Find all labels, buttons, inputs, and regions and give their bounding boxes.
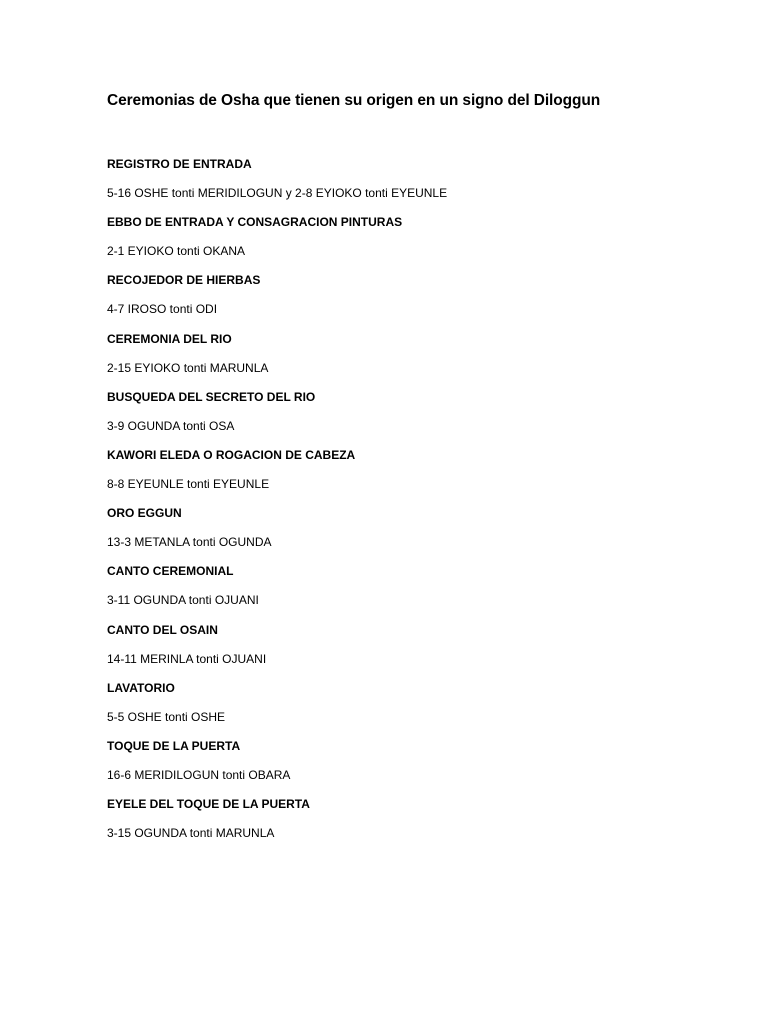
entry-heading: EYELE DEL TOQUE DE LA PUERTA [107,797,310,812]
entry-value: 5-5 OSHE tonti OSHE [107,709,226,724]
entry-heading: RECOJEDOR DE HIERBAS [107,273,261,288]
entry-heading: BUSQUEDA DEL SECRETO DEL RIO [107,389,316,404]
entry-value: 16-6 MERIDILOGUN tonti OBARA [107,767,291,782]
entry-value: 2-1 EYIOKO tonti OKANA [107,244,246,259]
entry-heading: CANTO DEL OSAIN [107,622,218,637]
entry-value: 14-11 MERINLA tonti OJUANI [107,651,267,666]
entry-heading: ORO EGGUN [107,506,182,521]
document-title: Ceremonias de Osha que tienen su origen en un signo del Diloggun [107,92,601,109]
entry-value: 4-7 IROSO tonti ODI [107,302,218,317]
entry-value: 5-16 OSHE tonti MERIDILOGUN y 2-8 EYIOKO tonti EYEUNLE [107,186,448,201]
entry-value: 8-8 EYEUNLE tonti EYEUNLE [107,477,270,492]
entry-heading: REGISTRO DE ENTRADA [107,157,252,171]
entry-heading: KAWORI ELEDA O ROGACION DE CABEZA [107,447,356,462]
entry-heading: EBBO DE ENTRADA Y CONSAGRACION PINTURAS [107,215,403,230]
entry-value: 13-3 METANLA tonti OGUNDA [107,535,272,550]
entry-heading: CEREMONIA DEL RIO [107,331,232,346]
ceremony-list [107,155,707,853]
entry-value: 3-15 OGUNDA tonti MARUNLA [107,826,275,841]
entry-value: 3-11 OGUNDA tonti OJUANI [107,593,259,608]
entry-heading: LAVATORIO [107,680,175,695]
entry-heading: TOQUE DE LA PUERTA [107,738,241,753]
entry-heading: CANTO CEREMONIAL [107,564,234,579]
entry-value: 2-15 EYIOKO tonti MARUNLA [107,360,269,375]
entry-value: 3-9 OGUNDA tonti OSA [107,418,235,433]
